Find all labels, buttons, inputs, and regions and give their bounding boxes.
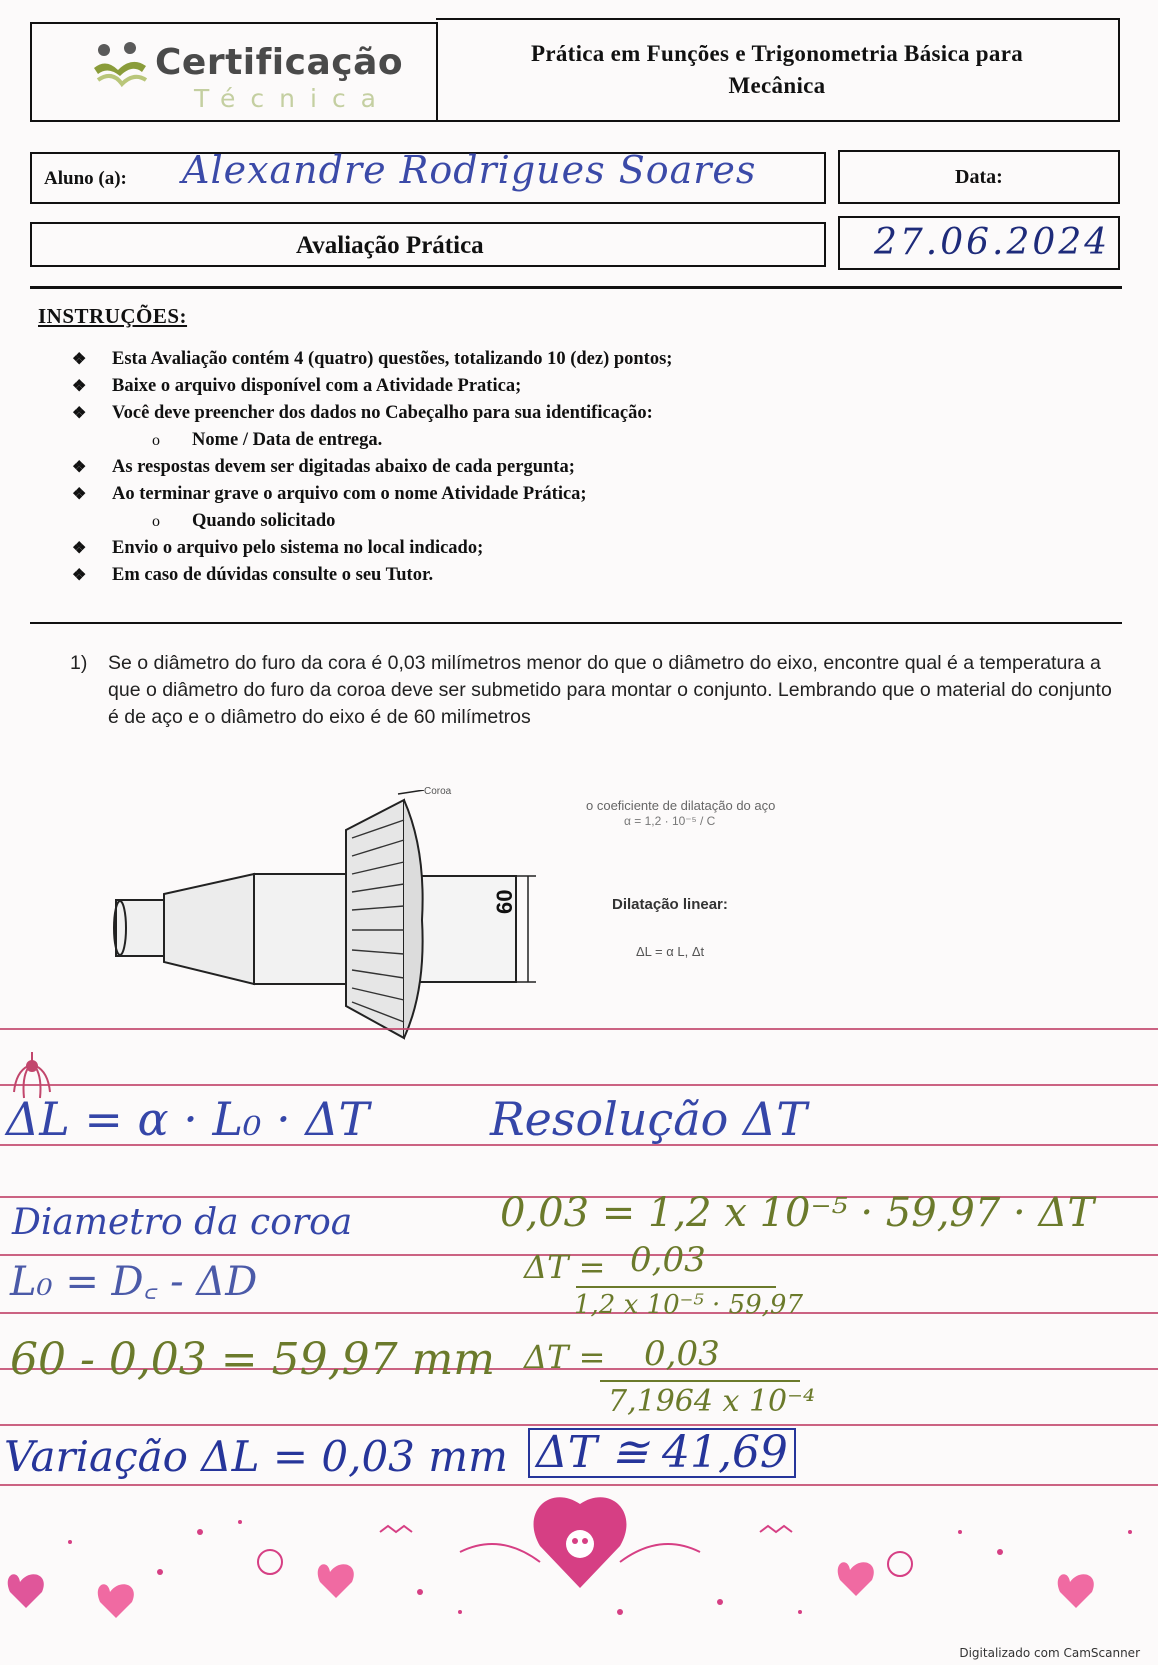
bullet-icon: ❖	[72, 459, 87, 476]
instruction-item: ❖ Em caso de dúvidas consulte o seu Tutor.	[72, 562, 672, 589]
logo-subtitle: Técnica	[194, 84, 392, 113]
hw-step2-lhs: ΔT =	[524, 1248, 606, 1286]
logo-people-icon	[92, 40, 152, 100]
instruction-item: ❖ Baixe o arquivo disponível com a Atividade Pratica;	[72, 373, 672, 400]
student-label: Aluno (a):	[44, 168, 127, 189]
decorative-border	[0, 1492, 1158, 1642]
linear-dilation-title: Dilatação linear:	[612, 896, 728, 913]
hw-result: ΔT ≅ 41,69	[528, 1428, 796, 1478]
hw-step2-numerator: 0,03	[630, 1240, 706, 1280]
gear-shaft-drawing	[104, 790, 544, 1050]
student-name-box	[30, 148, 826, 204]
hw-diameter-label: Diametro da coroa	[12, 1202, 353, 1243]
logo-box	[30, 22, 438, 122]
date-label: Data:	[955, 166, 1003, 188]
bullet-icon: ❖	[72, 567, 87, 584]
divider-middle	[30, 622, 1122, 624]
coefficient-text: o coeficiente de dilatação do aço	[586, 798, 776, 813]
hw-resolution-title: Resolução ΔT	[490, 1092, 807, 1146]
hw-formula: ΔL = α · L₀ · ΔT	[6, 1092, 370, 1146]
hw-step2-denominator: 1,2 x 10⁻⁵ · 59,97	[574, 1290, 803, 1320]
bullet-icon: ❖	[72, 351, 87, 368]
hw-variation: Variação ΔL = 0,03 mm	[4, 1432, 508, 1481]
hw-step3-denominator: 7,1964 x 10⁻⁴	[608, 1384, 815, 1419]
assessment-box	[30, 222, 826, 267]
date-label-box	[838, 150, 1120, 204]
instruction-subitem: o Nome / Data de entrega.	[72, 427, 672, 454]
ruled-line	[0, 1084, 1158, 1086]
question-text: Se o diâmetro do furo da cora é 0,03 milímetros menor do que o diâmetro do eixo, encontre qual é a temperatura a que o diâmetro do furo da coroa deve ser submetido para montar o conjunto. Lembrando que o material do conjunto é de aço e o diâmetro do eixo é de 60 milímetros	[108, 652, 1112, 728]
divider-top	[30, 286, 1122, 289]
date-value-box	[838, 216, 1120, 270]
part-label: Coroa	[424, 786, 452, 797]
hw-step3-fraction-bar	[600, 1380, 800, 1382]
course-title-line2: Mecânica	[728, 73, 826, 98]
hw-step1: 0,03 = 1,2 x 10⁻⁵ · 59,97 · ΔT	[500, 1190, 1095, 1236]
dimension-label: 60	[492, 889, 517, 914]
hw-step3-lhs: ΔT =	[524, 1338, 606, 1376]
course-title-line1: Prática em Funções e Trigonometria Básica para	[530, 41, 1023, 66]
ruled-line	[0, 1028, 1158, 1030]
scanner-watermark: Digitalizado com CamScanner	[959, 1646, 1140, 1660]
hw-step3-numerator: 0,03	[644, 1334, 720, 1374]
sub-bullet-icon: o	[152, 432, 160, 449]
instructions-heading: INSTRUÇÕES:	[38, 304, 188, 328]
hw-subtraction: 60 - 0,03 = 59,97 mm	[10, 1334, 496, 1385]
ruled-line	[0, 1484, 1158, 1486]
linear-dilation-formula: ΔL = α L, Δt	[636, 944, 705, 959]
instruction-item: ❖ Ao terminar grave o arquivo com o nome Atividade Prática;	[72, 481, 672, 508]
bullet-icon: ❖	[72, 378, 87, 395]
instruction-item: ❖ As respostas devem ser digitadas abaixo de cada pergunta;	[72, 454, 672, 481]
course-title-box	[436, 18, 1120, 122]
ruled-line	[0, 1424, 1158, 1426]
instruction-item: ❖ Envio o arquivo pelo sistema no local indicado;	[72, 535, 672, 562]
sub-bullet-icon: o	[152, 513, 160, 530]
hw-l0-equation: L₀ = D꜀ - ΔD	[10, 1259, 258, 1305]
instructions-list	[72, 346, 672, 589]
coefficient-value: α = 1,2 · 10⁻⁵ / C	[624, 814, 716, 828]
student-name: Alexandre Rodrigues Soares	[182, 148, 757, 192]
bullet-icon: ❖	[72, 405, 87, 422]
date-value: 27.06.2024	[874, 222, 1111, 263]
assessment-label: Avaliação Prática	[296, 232, 484, 259]
instruction-subitem: o Quando solicitado	[72, 508, 672, 535]
hw-step2-fraction-bar	[576, 1286, 776, 1288]
question-number: 1)	[70, 652, 88, 674]
bullet-icon: ❖	[72, 540, 87, 557]
instruction-item: ❖ Você deve preencher dos dados no Cabeçalho para sua identificação:	[72, 400, 672, 427]
instruction-item: ❖ Esta Avaliação contém 4 (quatro) questões, totalizando 10 (dez) pontos;	[72, 346, 672, 373]
logo-wordmark: Certificação	[155, 42, 404, 83]
bullet-icon: ❖	[72, 486, 87, 503]
